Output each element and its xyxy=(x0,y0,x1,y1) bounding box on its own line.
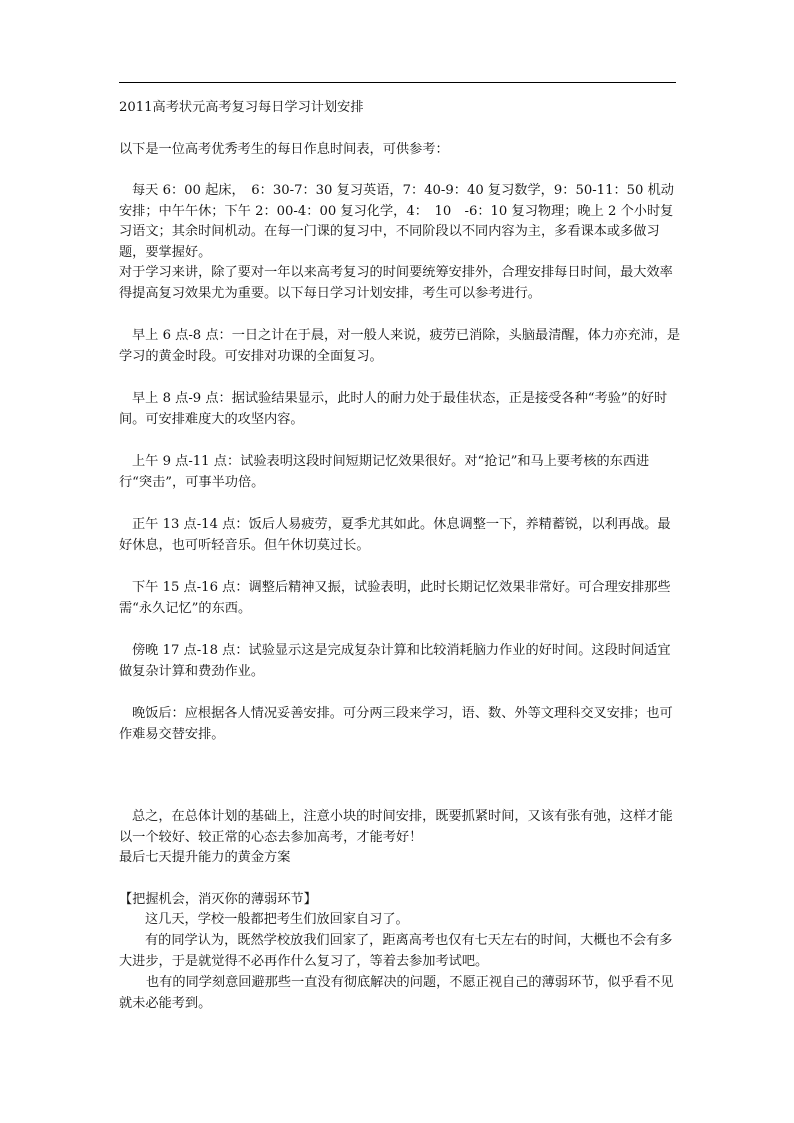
section-heading: 【把握机会，消灭你的薄弱环节】 xyxy=(119,892,317,907)
schedule-item: 早上 6 点-8 点：一日之计在于晨，对一般人来说，疲劳已消除，头脑最清醒，体力亦充沛，是学习的黄金时段。可安排对功课的全面复习。 xyxy=(119,328,681,364)
conclusion-paragraph: 总之，在总体计划的基础上，注意小块的时间安排，既要抓紧时间，又该有张有弛，这样才能以一个较好、较正常的心态去参加高考，才能考好！ xyxy=(119,809,673,845)
schedule-item: 下午 15 点-16 点：调整后精神又振，试验表明，此时长期记忆效果非常好。可合理安排那些需“永久记忆”的东西。 xyxy=(119,580,671,616)
intro-paragraph: 以下是一位高考优秀考生的每日作息时间表，可供参考： xyxy=(119,142,449,157)
header-rule xyxy=(119,82,676,83)
document-title: 2011高考状元高考复习每日学习计划安排 xyxy=(119,100,364,115)
body-paragraph: 也有的同学刻意回避那些一直没有彻底解决的问题，不愿正视自己的薄弱环节，似乎看不见就未必能考到。 xyxy=(119,975,674,1011)
body-paragraph: 有的同学认为，既然学校放我们回家了，距离高考也仅有七天左右的时间，大概也不会有多大进步，于是就觉得不必再作什么复习了，等着去参加考试吧。 xyxy=(119,933,673,969)
schedule-item: 正午 13 点-14 点：饭后人易疲劳，夏季尤其如此。休息调整一下，养精蓄锐，以利再战。最好休息，也可听轻音乐。但午休切莫过长。 xyxy=(119,517,671,553)
schedule-paragraph: 每天 6：00 起床， 6：30-7：30 复习英语，7：40-9：40 复习数学，9：50-11：50 机动安排；中午午休；下午 2：00-4：00 复习化学，4： 10 -6：10 复习物理；晚上 2 个小时复习语文；其余时间机动。在每一门课的复习中，不同阶段以不同内容为主，多看课本或多做习题，要掌握好。 xyxy=(119,183,674,260)
schedule-item: 晚饭后：应根据各人情况妥善安排。可分两三段来学习，语、数、外等文理科交叉安排；也可作难易交替安排。 xyxy=(119,706,673,742)
schedule-item: 早上 8 点-9 点：据试验结果显示，此时人的耐力处于最佳状态，正是接受各种“考验”的好时间。可安排难度大的攻坚内容。 xyxy=(119,391,668,427)
section-title: 最后七天提升能力的黄金方案 xyxy=(119,850,291,865)
schedule-item: 上午 9 点-11 点：试验表明这段时间短期记忆效果很好。对“抢记”和马上要考核的东西进行“突击”，可事半功倍。 xyxy=(119,454,650,490)
body-paragraph: 这几天，学校一般都把考生们放回家自习了。 xyxy=(145,912,409,927)
summary-paragraph: 对于学习来讲，除了要对一年以来高考复习的时间要统筹安排外，合理安排每日时间，最大效率得提高复习效果尤为重要。以下每日学习计划安排，考生可以参考进行。 xyxy=(119,265,673,301)
schedule-item: 傍晚 17 点-18 点：试验显示这是完成复杂计算和比较消耗脑力作业的好时间。这段时间适宜做复杂计算和费劲作业。 xyxy=(119,643,671,679)
